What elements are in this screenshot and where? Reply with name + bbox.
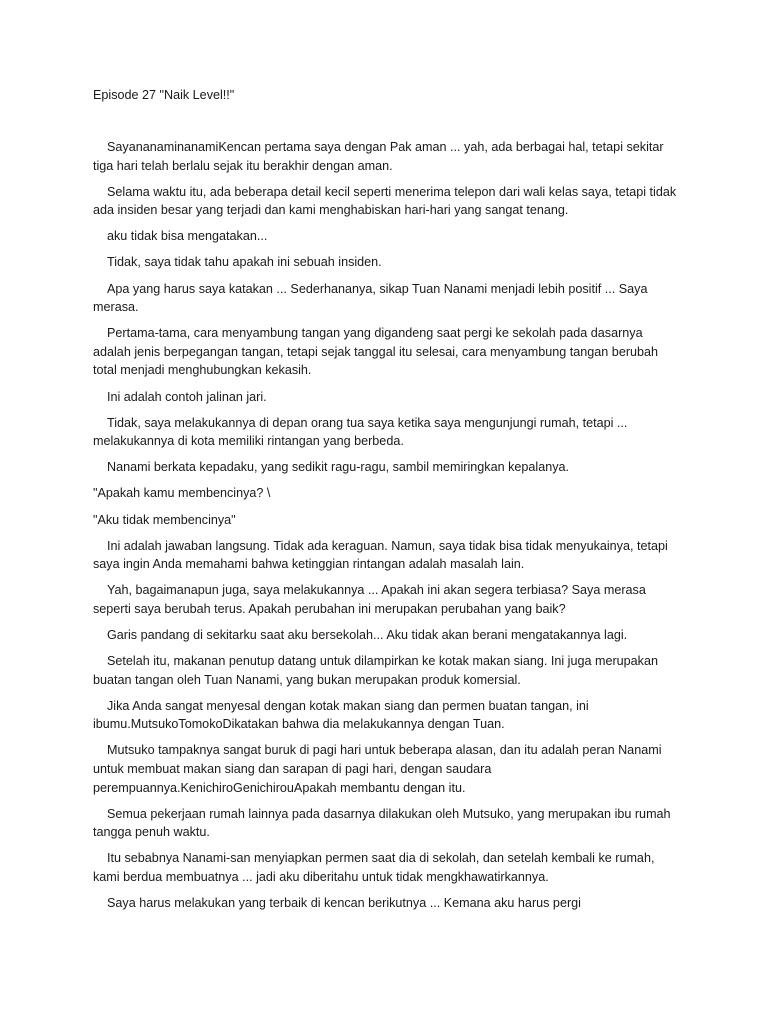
paragraph: Itu sebabnya Nanami-san menyiapkan permen saat dia di sekolah, dan setelah kembali ke rumah, kami berdua membuatnya ... jadi aku diberitahu untuk tidak mengkhawatirkannya. <box>93 851 655 884</box>
paragraph: aku tidak bisa mengatakan... <box>107 229 268 244</box>
document-page <box>93 86 683 920</box>
dialogue-line: "Apakah kamu membencinya? \ <box>93 486 271 501</box>
paragraph: Tidak, saya tidak tahu apakah ini sebuah insiden. <box>107 255 382 270</box>
paragraph: Jika Anda sangat menyesal dengan kotak makan siang dan permen buatan tangan, ini ibumu.MutsukoTomokoDikatakan bahwa dia melakukannya dengan Tuan. <box>93 698 589 732</box>
paragraph: Apa yang harus saya katakan ... Sederhananya, sikap Tuan Nanami menjadi lebih positif ... Saya merasa. <box>93 281 648 315</box>
paragraph: Semua pekerjaan rumah lainnya pada dasarnya dilakukan oleh Mutsuko, yang merupakan ibu rumah tangga penuh waktu. <box>93 806 671 840</box>
paragraph: Setelah itu, makanan penutup datang untuk dilampirkan ke kotak makan siang. Ini juga merupakan buatan tangan oleh Tuan Nanami, yang bukan merupakan produk komersial. <box>93 654 658 687</box>
paragraph: Ini adalah jawaban langsung. Tidak ada keraguan. Namun, saya tidak bisa tidak menyukainya, tetapi saya ingin Anda memahami bahwa ketinggian rintangan adalah masalah lain. <box>93 538 668 572</box>
paragraph: Garis pandang di sekitarku saat aku bersekolah... Aku tidak akan berani mengatakannya lagi. <box>107 627 628 642</box>
paragraph: Nanami berkata kepadaku, yang sedikit ragu-ragu, sambil memiringkan kepalanya. <box>107 460 570 475</box>
paragraph: Tidak, saya melakukannya di depan orang tua saya ketika saya mengunjungi rumah, tetapi ... melakukannya di kota memiliki rintangan yang berbeda. <box>93 415 628 449</box>
paragraph: Mutsuko tampaknya sangat buruk di pagi hari untuk beberapa alasan, dan itu adalah peran Nanami untuk membuat makan siang dan sarapan di pagi hari, dengan saudara perempuannya.KenichiroGenichirouApakah membantu dengan itu. <box>93 743 662 795</box>
episode-title: Episode 27 "Naik Level!!" <box>93 88 235 102</box>
paragraph: Ini adalah contoh jalinan jari. <box>107 389 267 404</box>
paragraph: Yah, bagaimanapun juga, saya melakukannya ... Apakah ini akan segera terbiasa? Saya merasa seperti saya berubah terus. Apakah perubahan ini merupakan perubahan yang baik? <box>93 583 646 616</box>
paragraph: SayananaminanamiKencan pertama saya dengan Pak aman ... yah, ada berbagai hal, tetapi sekitar tiga hari telah berlalu sejak itu berakhir dengan aman. <box>93 140 664 173</box>
dialogue-line: "Aku tidak membencinya" <box>93 512 236 527</box>
paragraph: Saya harus melakukan yang terbaik di kencan berikutnya ... Kemana aku harus pergi <box>107 896 581 911</box>
paragraph: Pertama-tama, cara menyambung tangan yang digandeng saat pergi ke sekolah pada dasarnya adalah jenis berpegangan tangan, tetapi sejak tanggal itu selesai, cara menyambung tangan berubah total menjadi menghubungkan kekasih. <box>93 326 659 378</box>
paragraph: Selama waktu itu, ada beberapa detail kecil seperti menerima telepon dari wali kelas saya, tetapi tidak ada insiden besar yang terjadi dan kami menghabiskan hari-hari yang sangat tenang. <box>93 184 677 218</box>
